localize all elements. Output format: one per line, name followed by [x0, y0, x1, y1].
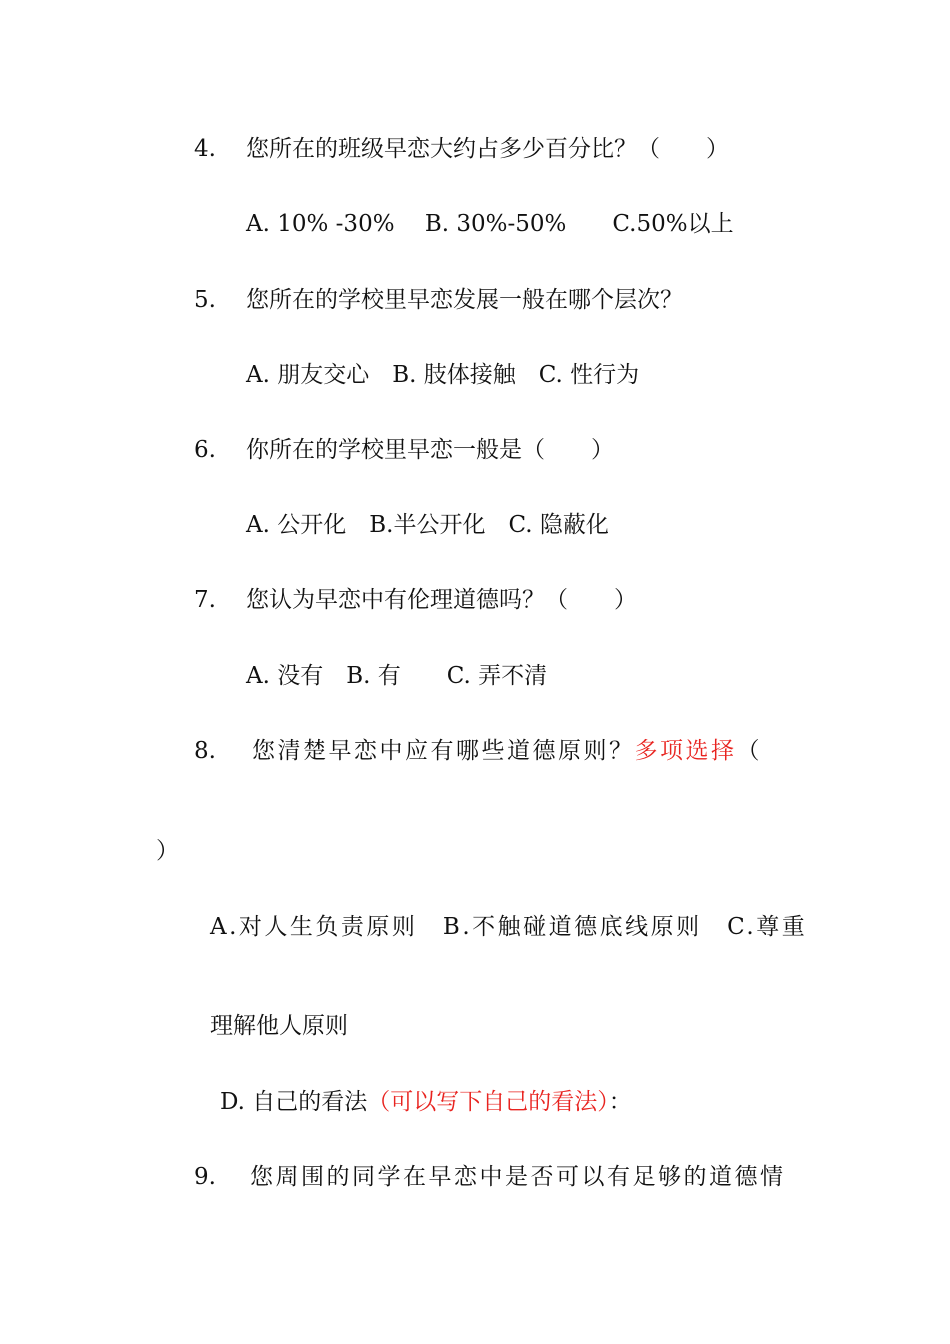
question-text: 您周围的同学在早恋中是否可以有足够的道德情 [250, 1164, 786, 1190]
question-text: 您所在的学校里早恋发展一般在哪个层次？ [246, 287, 683, 313]
paren-close: ） [156, 838, 179, 864]
paren-open: （ [736, 738, 762, 764]
question-5-options: A. 朋友交心 B. 肢体接触 C. 性行为 [246, 362, 640, 388]
question-7 [194, 585, 637, 615]
question-6-options: A. 公开化 B.半公开化 C. 隐蔽化 [246, 512, 609, 538]
question-number: 5. [194, 287, 216, 313]
question-number: 9. [194, 1164, 216, 1190]
question-5 [194, 285, 683, 315]
question-text: 您所在的班级早恋大约占多少百分比？（ ） [246, 136, 729, 162]
question-4-options: A. 10% -30% B. 30%-50% C.50%以上 [246, 211, 734, 237]
question-7-options: A. 没有 B. 有 C. 弄不清 [246, 663, 548, 689]
question-number: 7. [194, 587, 216, 613]
question-9 [194, 1162, 786, 1192]
question-number: 8. [194, 738, 216, 764]
question-8-options-line2: 理解他人原则 [210, 1013, 348, 1039]
question-8-options-line1: A.对人生负责原则 B.不触碰道德底线原则 C.尊重 [210, 914, 808, 940]
question-6 [194, 435, 614, 465]
option-d-label: D. 自己的看法 [220, 1089, 368, 1115]
question-text: 你所在的学校里早恋一般是（ ） [246, 437, 614, 463]
question-text: 您清楚早恋中应有哪些道德原则？ [252, 738, 635, 764]
question-text: 您认为早恋中有伦理道德吗？（ ） [246, 587, 637, 613]
question-4 [194, 134, 729, 164]
question-number: 4. [194, 136, 216, 162]
question-number: 6. [194, 437, 216, 463]
option-d-colon: ： [608, 1089, 632, 1115]
question-8 [194, 736, 762, 766]
option-d-hint: （可以写下自己的看法） [367, 1089, 609, 1115]
multiple-choice-note: 多项选择 [634, 738, 737, 764]
question-8-option-d [220, 1087, 632, 1117]
